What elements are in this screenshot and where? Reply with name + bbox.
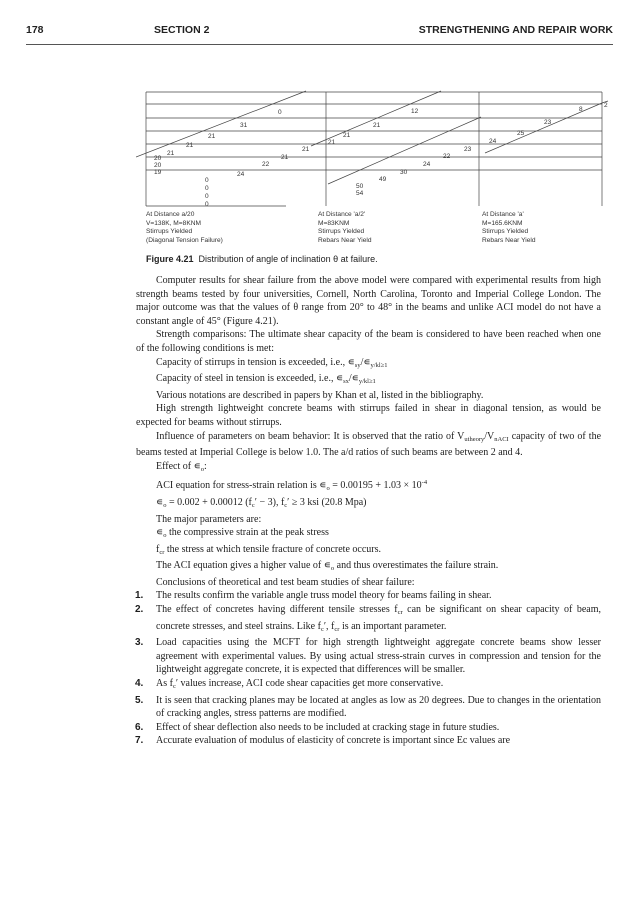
angle-value: 21 [167, 150, 175, 157]
angle-value: 21 [328, 139, 336, 146]
figure-caption-left: At Distance a/20 V=138K, M=8KNM Stirrups Yielded (Diagonal Tension Failure) [146, 211, 223, 244]
list-item: 2. The effect of concretes having different tensile stresses $f_{cr}$ can be significant on shear capacity of beam, concrete stresses, and steel strains. Like $f_c'$, $f_{cr}$ is an important parameter. [135, 604, 602, 633]
angle-value: 21 [373, 122, 381, 129]
paragraph: The major parameters are: [156, 513, 262, 525]
angle-value: 30 [400, 169, 408, 176]
body-text [136, 274, 601, 748]
list-item: 3. Load capacities using the MCFT for high strength lightweight aggregate concrete beams show lesser agreement with experimental values. By using actual stress-strain curves in compression and tension for the lightweight aggregate concrete, it is expected that differences will be smaller. [135, 637, 601, 676]
condition-stirrups: Capacity of stirrups in tension is exceeded, i.e., $∊_{sy}/∊_{y/kl\ge 1}$ [156, 356, 388, 369]
figure-caption-middle: At Distance 'a/2' M=83KNM Stirrups Yielded Rebars Near Yield [318, 211, 372, 244]
angle-value: 24 [423, 161, 431, 168]
angle-value: 2 [604, 102, 608, 109]
angle-value: 21 [281, 154, 289, 161]
parameter-strain: $∊_o$ the compressive strain at the peak stress [156, 527, 329, 540]
header-rule [26, 44, 613, 45]
paragraph: Conclusions of theoretical and test beam studies of shear failure: [156, 576, 415, 588]
aci-equation: ACI equation for stress-strain relation is $∊_o = 0.00195 + 1.03 \times 10^{-4}$ [156, 479, 428, 493]
angle-value: 23 [464, 146, 472, 153]
list-item: 4. As $f_c'$ values increase, ACI code shear capacities get more conservative. [135, 678, 444, 691]
angle-value: 24 [489, 138, 497, 145]
figure-title [146, 254, 378, 264]
strain-equation: $∊_o = 0.002 + 0.00012$ $(f_c' - 3)$, $f_c' \ge 3$ ksi (20.8 Mpa) [156, 496, 367, 509]
list-item: 7. Accurate evaluation of modulus of elasticity of concrete is important since Ec values are [135, 735, 511, 747]
conclusion-list [136, 589, 601, 748]
angle-value: 21 [302, 146, 310, 153]
paragraph: The ACI equation gives a higher value of $∊_o$ and thus overestimates the failure strain. [156, 560, 499, 573]
angle-value: 8 [579, 106, 583, 113]
angle-value: 0 [205, 177, 209, 184]
angle-value: 49 [379, 176, 387, 183]
angle-value: 54 [356, 190, 364, 197]
angle-value: 20 [154, 162, 162, 169]
crack-angle-diagram [136, 88, 611, 208]
paragraph: Various notations are described in papers by Khan et al, listed in the bibliography. [156, 389, 484, 401]
angle-value: 0 [205, 185, 209, 192]
angle-value: 50 [356, 183, 364, 190]
angle-value: 19 [154, 169, 162, 176]
angle-value: 0 [205, 201, 209, 208]
angle-value: 22 [443, 153, 451, 160]
figure-label: Figure 4.21 [146, 254, 194, 264]
angle-values-right [489, 102, 608, 145]
angle-value: 0 [205, 193, 209, 200]
angle-value: 21 [343, 132, 351, 139]
angle-value: 24 [237, 171, 245, 178]
page-number: 178 [26, 24, 44, 36]
parameter-stress: $f_{cr}$ the stress at which tensile fracture of concrete occurs. [156, 543, 381, 556]
angle-value: 12 [411, 108, 419, 115]
paragraph-influence: Influence of parameters on beam behavior: It is observed that the ratio of $V_{utheory}/V_{nACI}$ capacity of two of the beams tested at Imperial College is below 1.0. The a/d ratios of such beams are between 2 and 4. [136, 430, 602, 459]
paragraph: Strength comparisons: The ultimate shear capacity of the beam is considered to have been reached when one of the following conditions is met: [136, 329, 601, 354]
figure-title-text: Distribution of angle of inclination θ at failure. [198, 254, 378, 264]
list-item: 5. It is seen that cracking planes may be located at angles as low as 20 degrees. Due to changes in the orientation of cracking angles, stress patterns are modified. [135, 694, 601, 720]
angle-value: 22 [262, 161, 270, 168]
section-label: SECTION 2 [154, 24, 210, 36]
running-header [26, 24, 613, 40]
angle-values-left [154, 109, 310, 208]
effect-heading: Effect of $∊_o$: [156, 460, 207, 473]
angle-value: 21 [208, 133, 216, 140]
running-title: STRENGTHENING AND REPAIR WORK [418, 24, 613, 36]
list-item: 1. The results confirm the variable angle truss model theory for beams failing in shear. [135, 590, 492, 602]
paragraph: High strength lightweight concrete beams with stirrups failed in shear in diagonal tension, as would be expected for beams without stirrups. [136, 403, 601, 428]
angle-value: 21 [186, 142, 194, 149]
condition-steel: Capacity of steel in tension is exceeded, i.e., $∊_{sx}/∊_{y/kl\ge 1}$ [156, 373, 376, 386]
angle-value: 0 [278, 109, 282, 116]
angle-value: 25 [517, 130, 525, 137]
paragraph: Computer results for shear failure from the above model were compared with experimental results from high strength beams tested by four universities, Cornell, North Carolina, Toronto and Imperial College London. The major outcome was that the values of θ range from 20° to 48° in the beams and unlike ACI model do not have a constant angle of 45° (Figure 4.21). [136, 275, 601, 327]
angle-value: 23 [544, 119, 552, 126]
angle-value: 31 [240, 122, 248, 129]
angle-value: 20 [154, 155, 162, 162]
list-item: 6. Effect of shear deflection also needs to be included at cracking stage in future studies. [135, 721, 500, 733]
figure-caption-right: At Distance 'a' M=165.6KNM Stirrups Yielded Rebars Near Yield [482, 211, 536, 244]
